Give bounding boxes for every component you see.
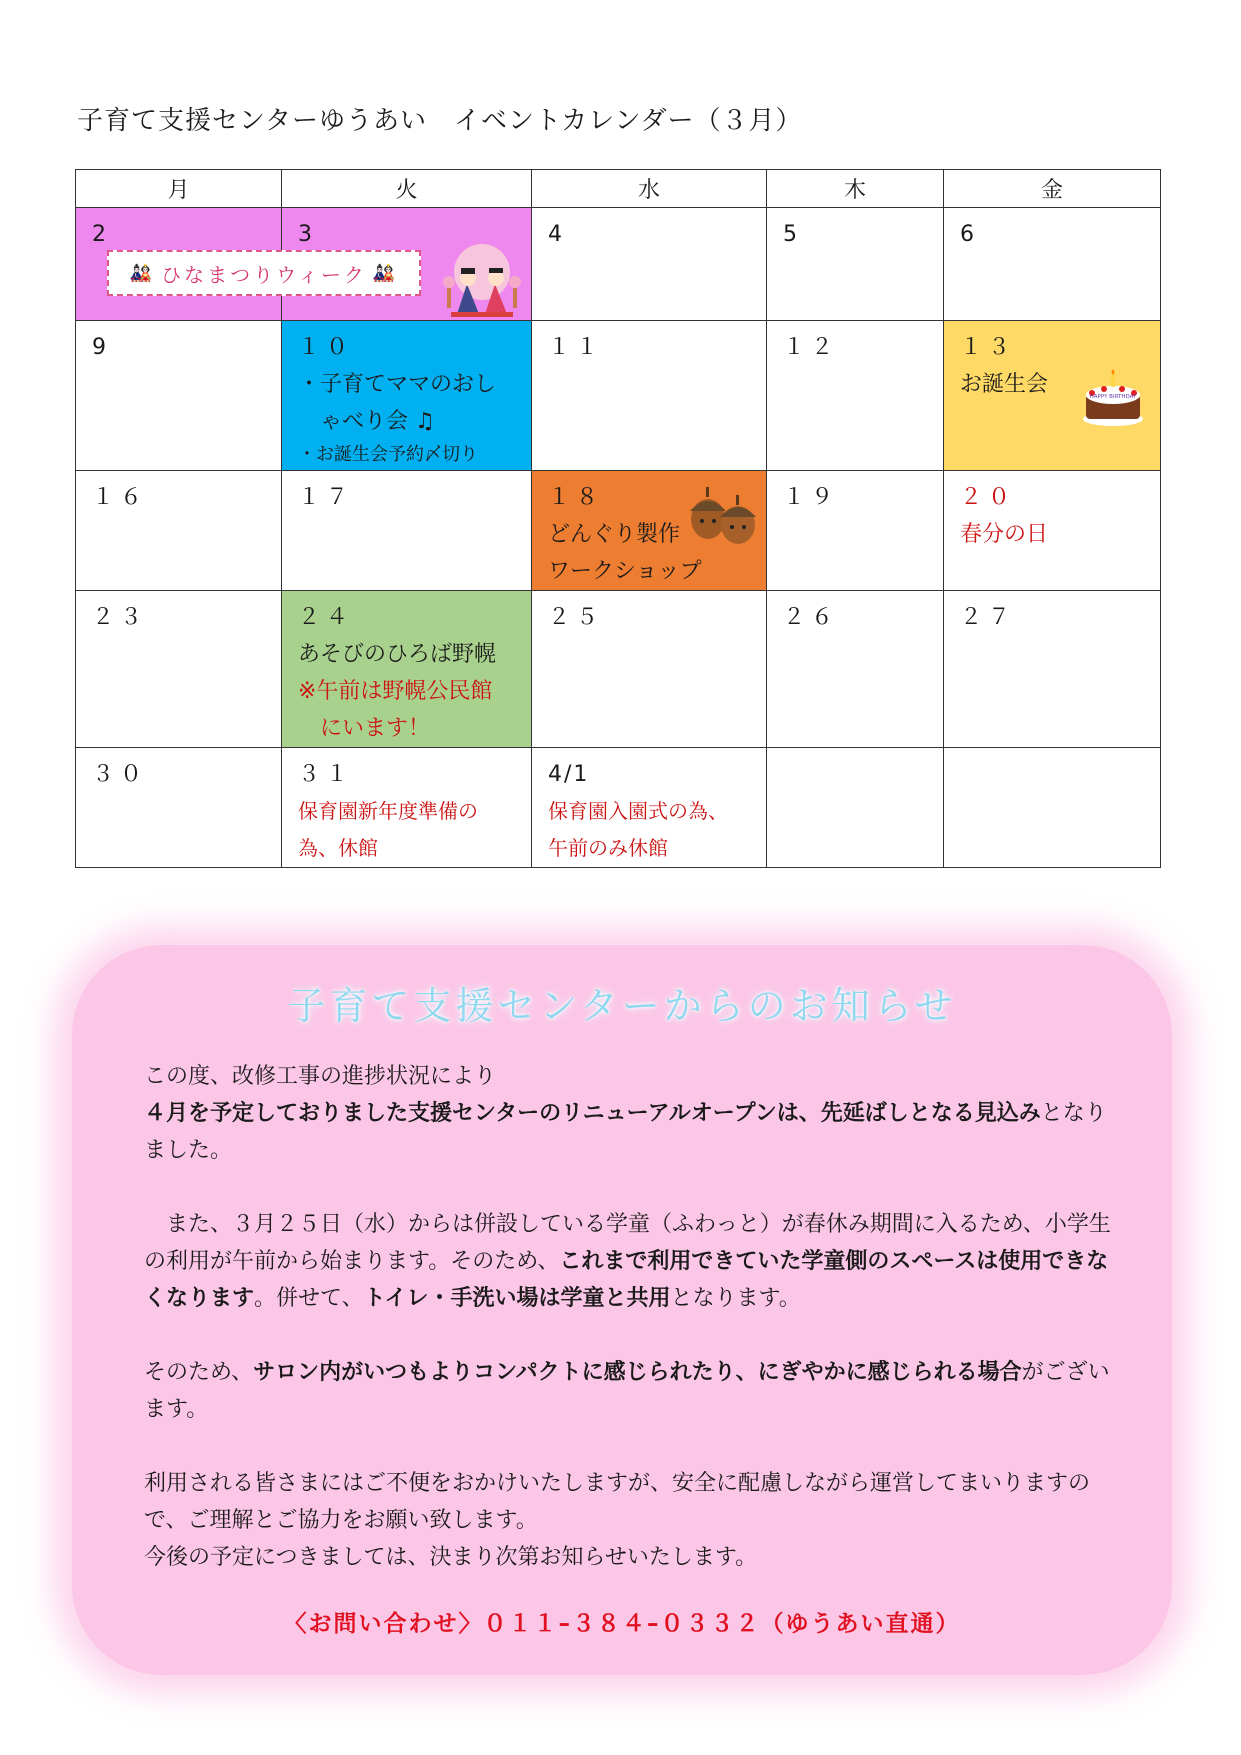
day-cell [767, 471, 944, 591]
day-cell [532, 321, 767, 471]
day-number: １６ [92, 485, 149, 510]
event-text-line [298, 403, 519, 440]
notice-emphasis: サロン内がいつもよりコンパクトに感じられたり、にぎやかに感じられる場合 [253, 1360, 1022, 1385]
notice-text: 。併せて、 [254, 1286, 364, 1311]
day-number: １７ [298, 485, 355, 510]
music-note-icon: ♫ [408, 409, 435, 434]
closure-note: 保育園新年度準備の [298, 799, 478, 823]
day-cell [767, 208, 944, 321]
hina-doll-icon [437, 242, 527, 318]
day-cell [76, 471, 282, 591]
hina-doll-icon: 🎎 [129, 262, 156, 284]
week-row-4 [76, 591, 1161, 748]
weekday-header-row [76, 170, 1161, 208]
event-note: にいます！ [298, 716, 431, 741]
notice-emphasis: トイレ・手洗い場は学童と共用 [363, 1286, 671, 1311]
notice-text: そのため、 [144, 1360, 254, 1385]
day-number: ２０ [960, 485, 1017, 510]
day-number: １２ [783, 335, 840, 360]
week-row-3 [76, 471, 1161, 591]
notice-paragraph [144, 1354, 1114, 1428]
day-number: ２３ [92, 605, 149, 630]
day-number: ２７ [960, 605, 1017, 630]
banner-text: ひなまつりウィーク [161, 262, 367, 287]
day-number: ３１ [298, 762, 355, 787]
day-cell [767, 591, 944, 748]
day-cell [944, 471, 1161, 591]
event-text: ・お誕生会予約〆切り [298, 444, 478, 465]
closure-note: 保育園入園式の為、 [548, 799, 728, 823]
day-number: 9 [92, 335, 112, 360]
contact-info: 〈お問い合わせ〉０１１–３８４–０３３２（ゆうあい直通） [283, 1611, 961, 1637]
day-cell [282, 591, 532, 748]
day-number: 3 [298, 222, 318, 247]
day-cell [532, 591, 767, 748]
notice-paragraph [144, 1058, 1114, 1169]
closure-note: 為、休館 [298, 836, 378, 860]
day-cell-empty [944, 748, 1161, 868]
day-number: 2 [92, 222, 112, 247]
day-cell [532, 748, 767, 868]
closure-note: 午前のみ休館 [548, 836, 668, 860]
day-number: 6 [960, 222, 980, 247]
weekday-wed: 水 [532, 170, 767, 208]
day-cell [76, 321, 282, 471]
holiday-label: 春分の日 [960, 522, 1049, 547]
day-number: ２４ [298, 605, 355, 630]
day-cell [944, 208, 1161, 321]
notice-text: 今後の予定につきましては、決まり次第お知らせいたします。 [144, 1545, 758, 1570]
weekday-fri: 金 [944, 170, 1161, 208]
day-cell [532, 208, 767, 321]
day-cell [944, 591, 1161, 748]
day-number: ２５ [548, 605, 605, 630]
cake-text: HAPPY BIRTHDAY [1089, 394, 1137, 400]
day-cell [282, 471, 532, 591]
day-number: １０ [298, 335, 355, 360]
notice-title: 子育て支援センターからのお知らせ [287, 984, 957, 1028]
day-cell [282, 748, 532, 868]
day-number: 4 [548, 222, 568, 247]
event-text: ワークショップ [548, 559, 702, 584]
day-number: 4/1 [548, 762, 590, 787]
acorn-icon [682, 477, 762, 547]
notice-box [72, 945, 1172, 1675]
day-cell [76, 591, 282, 748]
day-cell-empty [767, 748, 944, 868]
weekday-mon: 月 [76, 170, 282, 208]
day-cell [76, 748, 282, 868]
day-number: １３ [960, 335, 1017, 360]
day-cell [944, 321, 1161, 471]
day-cell [767, 321, 944, 471]
day-number: ２６ [783, 605, 840, 630]
week-row-2 [76, 321, 1161, 471]
notice-text: がございます。 [144, 1360, 1110, 1422]
event-text: あそびのひろば野幌 [298, 642, 497, 667]
notice-text: また、３月２５日（水）からは併設している学童（ふわっと）が春休み期間に入るため、小学生の利用が午前から始まります。そのため、 [144, 1212, 1111, 1274]
event-text: どんぐり製作 [548, 522, 681, 547]
notice-text: となりました。 [144, 1101, 1107, 1163]
weekday-tue: 火 [282, 170, 532, 208]
day-number: １１ [548, 335, 605, 360]
notice-text: この度、改修工事の進捗状況により [144, 1064, 497, 1089]
hina-doll-icon: 🎎 [372, 262, 399, 284]
birthday-cake-icon [1082, 369, 1144, 427]
notice-text: となります。 [670, 1286, 801, 1311]
hinamatsuri-week-banner [107, 250, 421, 296]
day-cell [532, 471, 767, 591]
day-number: 5 [783, 222, 803, 247]
week-row-5 [76, 748, 1161, 868]
notice-emphasis: これまで利用できていた学童側のスペースは使用できなくなります [144, 1249, 1109, 1311]
event-text: お誕生会 [960, 372, 1049, 397]
event-text: ・子育てママのおし [298, 372, 497, 397]
day-number: １９ [783, 485, 840, 510]
notice-emphasis: ４月を予定しておりました支援センターのリニューアルオープンは、先延ばしとなる見込み [144, 1101, 1041, 1126]
notice-body [144, 1058, 1114, 1576]
page-title: 子育て支援センターゆうあい イベントカレンダー（３月） [77, 106, 803, 136]
event-text: ゃべり会 [298, 409, 409, 434]
weekday-thu: 木 [767, 170, 944, 208]
day-number: ３０ [92, 762, 149, 787]
event-note: ※午前は野幌公民館 [298, 679, 493, 704]
notice-paragraph [144, 1206, 1114, 1317]
day-number: １８ [548, 485, 605, 510]
day-cell [282, 321, 532, 471]
notice-text: 利用される皆さまにはご不便をおかけいたしますが、安全に配慮しながら運営してまいりますので、ご理解とご協力をお願い致します。 [144, 1471, 1091, 1533]
notice-paragraph [144, 1465, 1114, 1576]
